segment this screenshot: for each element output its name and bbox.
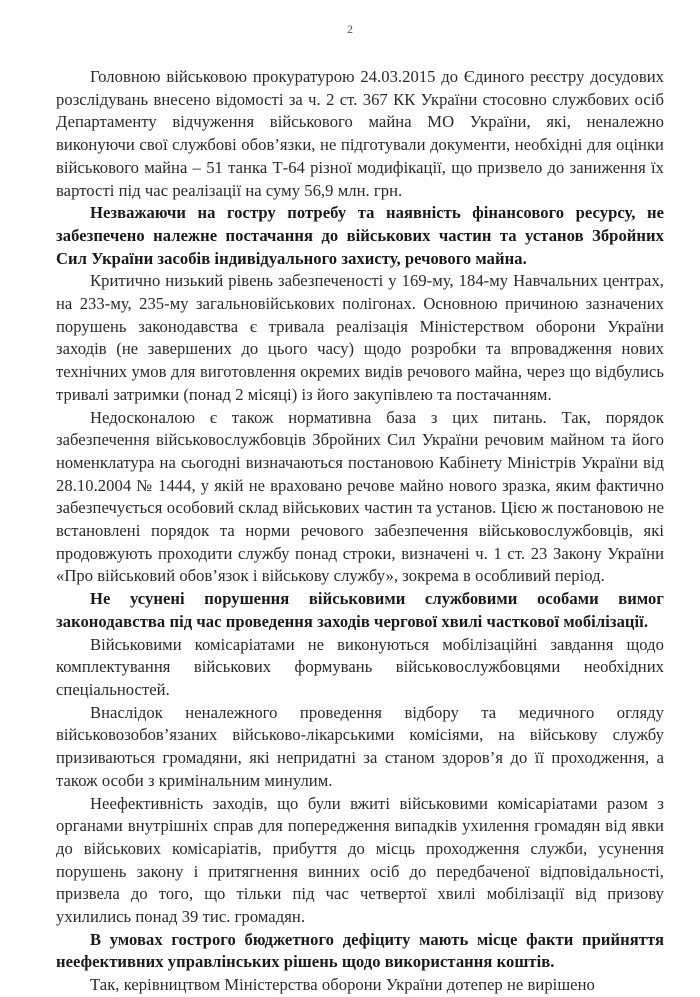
paragraph-prosecution: Головною військовою прокуратурою 24.03.2015 до Єдиного реєстру досудових розслідувань внесено відомості за ч. 2 ст. 367 КК України стосовно службових осіб Департаменту відчуження військового майна МО України, які, неналежно виконуючи свої службові обов’язки, не підготували документи, необхідні для оцінки військового майна – 51 танка Т-64 різної модифікації, що призвело до заниження їх вартості під час реалізації на суму 56,9 млн. грн. [56, 67, 664, 200]
paragraph-commissariats: Військовими комісаріатами не виконуються мобілізаційні завдання щодо комплектування військових формувань військовослужбовцями необхідних спеціальностей. [56, 634, 664, 699]
page-number: 2 [347, 22, 353, 36]
paragraph-evasion: Неефективність заходів, що були вжиті військовими комісаріатами разом з органами внутрішніх справ для попередження випадків ухилення громадян від явки до військових комісаріатів, прибуття до місць проходження служби, усунення порушень закону і притягнення винних осіб до передбаченої відповідальності, призвела до того, що тільки під час четвертої хвилі мобілізації від призову ухилились понад 39 тис. громадян. [56, 793, 664, 927]
paragraph-regulatory-base: Недосконалою є також нормативна база з цих питань. Так, порядок забезпечення військовослужбовців Збройних Сил України речовим майном та його номенклатура на сьогодні визначаються постановою Кабінету Міністрів України від 28.10.2004 № 1444, у якій не враховано речове майно нового зразка, яким фактично забезпечується особовий склад військових частин та установ. Цією ж постановою не встановлені порядок та норми речового забезпечення військовослужбовців, які продовжують проходити службу понад строки, визначені ч. 1 ст. 23 Закону України «Про військовий обов’язок і військову службу», зокрема в особливий період. [56, 407, 664, 586]
document-body [56, 66, 664, 997]
heading-budget: В умовах гострого бюджетного дефіциту мають місце факти прийняття неефективних управлінських рішень щодо використання коштів. [56, 929, 664, 972]
heading-mobilization: Не усунені порушення військовими службовими особами вимог законодавства під час проведення заходів чергової хвилі часткової мобілізації. [56, 589, 664, 631]
heading-supply: Незважаючи на гостру потребу та наявність фінансового ресурсу, не забезпечено належне постачання до військових частин та установ Збройних Сил України засобів індивідуального захисту, речового майна. [56, 203, 664, 268]
paragraph-medical-selection: Внаслідок неналежного проведення відбору та медичного огляду військовозобов’язаних військово-лікарськими комісіями, на військову службу призиваються громадяни, які непридатні за станом здоров’я до її проходження, а також особи з кримінальним минулим. [56, 702, 664, 790]
paragraph-supply-level: Критично низький рівень забезпеченості у 169-му, 184-му Навчальних центрах, на 233-му, 235-му загальновійськових полігонах. Основною причиною зазначених порушень законодавства є тривала реалізація Міністерством оборони України заходів (не завершених до цього часу) щодо розробки та впровадження нових технічних умов для виготовлення окремих видів речового майна, через що відбулись тривалі затримки (понад 2 місяці) із його закупівлею та постачанням. [56, 271, 664, 404]
paragraph-ministry: Так, керівництвом Міністерства оборони України дотепер не вирішено [90, 975, 595, 995]
